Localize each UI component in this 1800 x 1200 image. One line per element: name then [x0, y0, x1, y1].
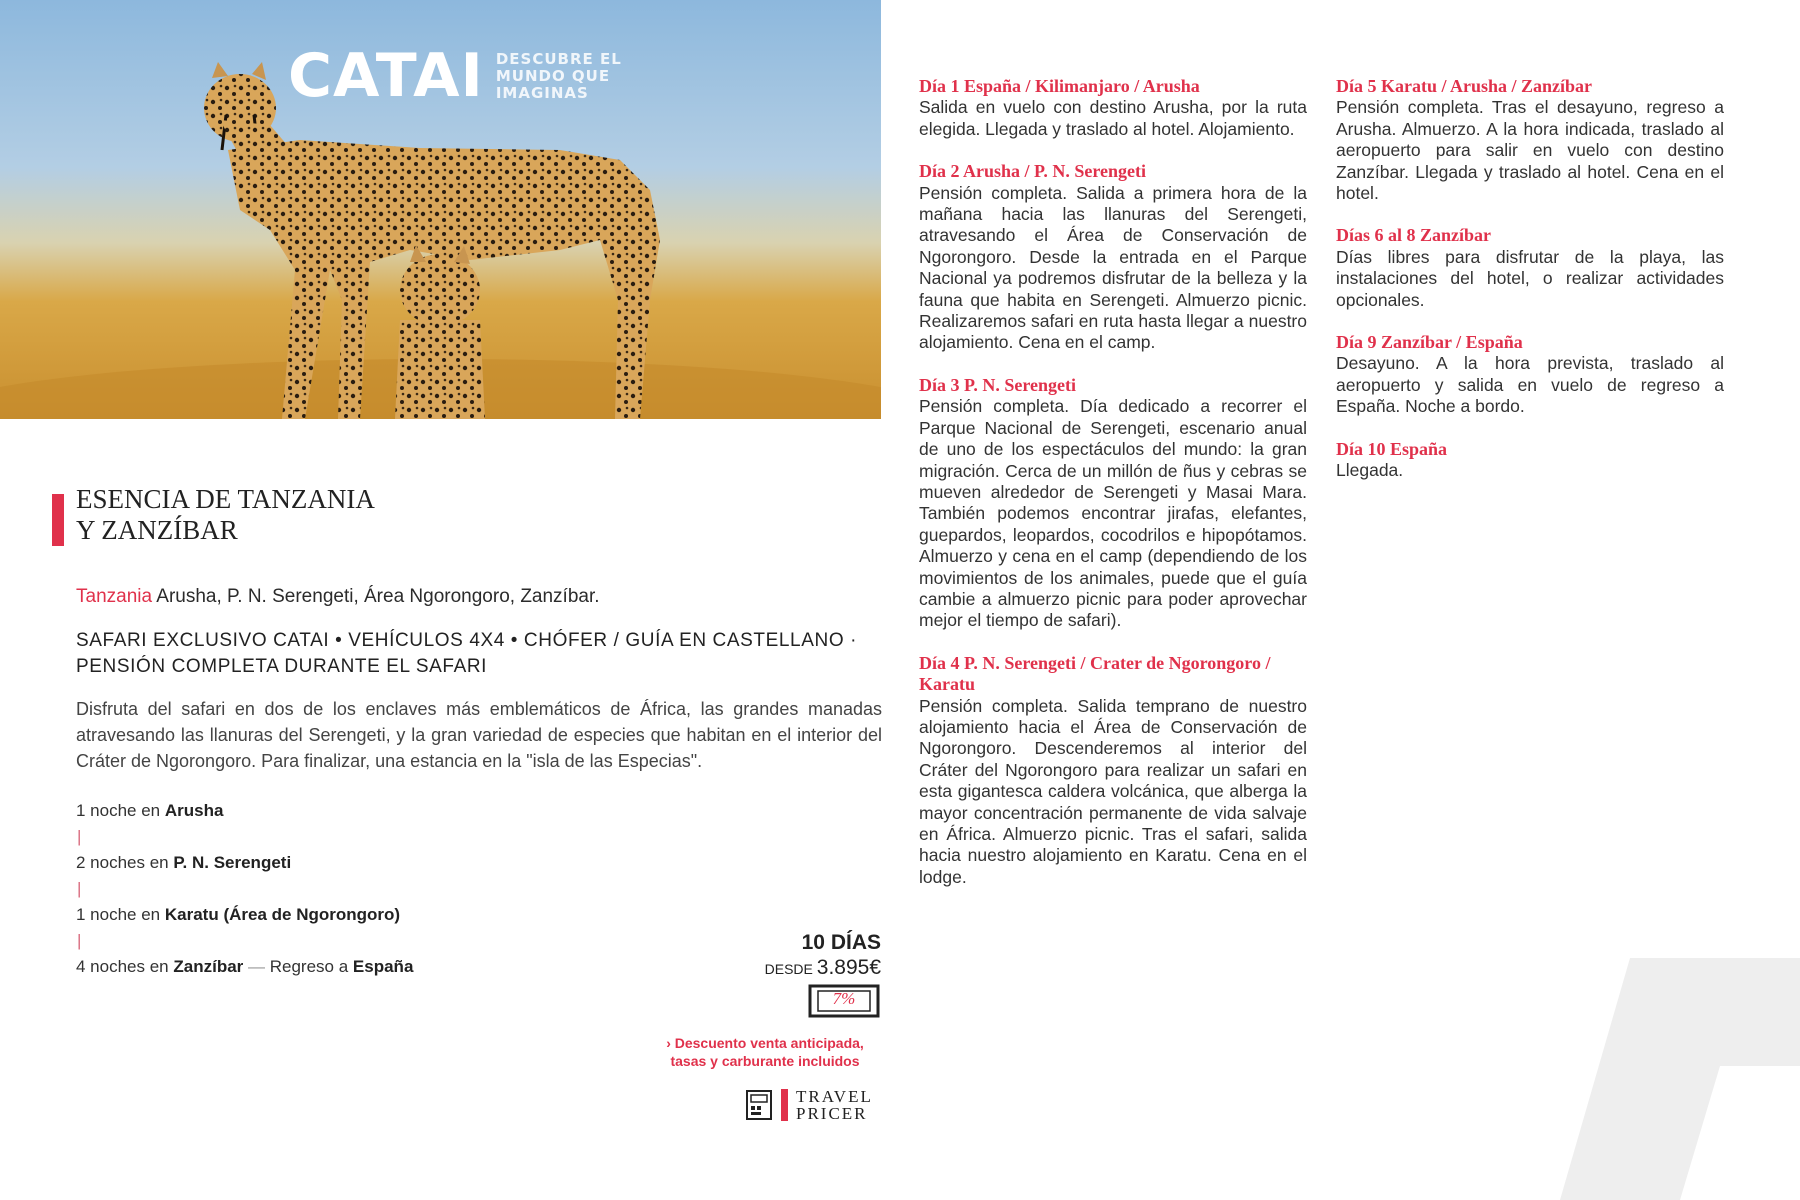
title-accent-bar — [52, 494, 64, 546]
calculator-icon — [745, 1089, 773, 1121]
chevron-right-icon: › — [666, 1035, 671, 1051]
day-text: Llegada. — [1336, 460, 1404, 481]
stays-list — [76, 798, 413, 980]
catai-brand — [288, 41, 622, 111]
discount-note: › Descuento venta anticipada, tasas y carburante incluidos — [666, 1035, 864, 1069]
brand-tagline: DESCUBRE EL MUNDO QUE IMAGINAS — [495, 49, 622, 102]
day-title: Día 1 España / Kilimanjaro / Arusha — [919, 76, 1200, 96]
decorative-corner-shape — [1560, 958, 1800, 1200]
discount-badge: 7% — [808, 984, 880, 1018]
country-label: Tanzania — [76, 586, 153, 607]
stay-item: 1 noche en Arusha — [76, 801, 224, 820]
itinerary-column-2 — [1336, 76, 1724, 503]
day-title: Día 10 España — [1336, 438, 1448, 459]
itinerary-day — [1336, 439, 1724, 482]
destinations — [76, 586, 600, 608]
catai-logo: CATAI — [288, 41, 484, 111]
hero-photo — [0, 0, 881, 419]
price: DESDE 3.895€ — [764, 956, 881, 979]
tour-description: Disfruta del safari en dos de los enclaves más emblemáticos de África, las grandes manadas atravesando las llanuras del Serengeti, y la gran variedad de especies que habitan en el interior del Cráter de Ngorongoro. Para finalizar, una estancia en la "isla de las Especias". — [76, 699, 882, 771]
stay-item: 4 noches en Zanzíbar — Regreso a España — [76, 957, 414, 976]
price-amount: 3.895€ — [816, 956, 881, 979]
itinerary-day — [919, 161, 1307, 354]
day-title: Día 9 Zanzíbar / España — [1336, 332, 1523, 353]
stay-item: 2 noches en P. N. Serengeti — [76, 853, 292, 872]
tour-highlights: SAFARI EXCLUSIVO CATAI • VEHÍCULOS 4X4 • CHÓFER / GUÍA EN CASTELLANO · PENSIÓN COMPLETA DURANTE EL SAFARI — [76, 630, 858, 677]
stay-item: 1 noche en Karatu (Área de Ngorongoro) — [76, 905, 401, 924]
itinerary-column-1 — [919, 76, 1307, 909]
duration: 10 DÍAS — [801, 931, 881, 954]
itinerary-day — [1336, 225, 1724, 311]
places-list: Arusha, P. N. Serengeti, Área Ngorongoro, Zanzíbar. — [156, 586, 600, 607]
price-box — [681, 930, 881, 981]
day-text: Desayuno. A la hora prevista, traslado al aeropuerto y salida en vuelo de regreso a España. Noche a bordo. — [1336, 353, 1724, 417]
day-text: Pensión completa. Salida temprano de nuestro alojamiento hacia el Área de Conservación de Ngorongoro. Descenderemos al interior del Cráter del Ngorongoro para realizar un safari en esta gigantesca caldera volcánica, que alberga la mayor concentración permanente de vida salvaje en África. Almuerzo picnic. Tras el safari, salida hacia nuestro alojamiento en Karatu. Cena en el lodge. — [919, 695, 1307, 887]
pricer-accent-bar — [781, 1089, 788, 1121]
travel-pricer-logo: TRAVEL PRICER — [745, 1088, 873, 1122]
itinerary-day — [919, 76, 1307, 140]
day-title: Día 4 P. N. Serengeti / Crater de Ngorongoro / Karatu — [919, 652, 1271, 695]
tour-title: ESENCIA DE TANZANIA Y ZANZÍBAR — [76, 484, 375, 545]
day-title: Día 2 Arusha / P. N. Serengeti — [919, 161, 1147, 182]
day-text: Pensión completa. Tras el desayuno, regreso a Arusha. Almuerzo. A la hora indicada, traslado al aeropuerto para salir en vuelo con destino Zanzíbar. Llegada y traslado al hotel. Cena en el hotel. — [1336, 97, 1724, 204]
itinerary-day — [1336, 332, 1724, 418]
day-title: Días 6 al 8 Zanzíbar — [1336, 225, 1492, 246]
itinerary-day — [919, 375, 1307, 632]
day-title: Día 3 P. N. Serengeti — [919, 374, 1076, 395]
itinerary-day — [1336, 76, 1724, 204]
stay-separator: | — [77, 879, 82, 898]
stay-separator: | — [77, 931, 82, 950]
stay-separator: | — [77, 827, 82, 846]
day-text: Pensión completa. Salida a primera hora de la mañana hacia las llanuras del Serengeti, atravesando el Área de Conservación de Ngorongoro. Desde la entrada en el Parque Nacional ya podremos disfrutar de la belleza y la fauna que habita en Serengeti. Almuerzo picnic. Realizaremos safari en ruta hasta llegar a nuestro alojamiento. Cena en el camp. — [919, 182, 1307, 353]
itinerary-day — [919, 653, 1307, 888]
day-title: Día 5 Karatu / Arusha / Zanzíbar — [1336, 76, 1593, 96]
day-text: Salida en vuelo con destino Arusha, por la ruta elegida. Llegada y traslado al hotel. Alojamiento. — [919, 97, 1307, 139]
day-text: Pensión completa. Día dedicado a recorrer el Parque Nacional de Serengeti, escenario anual de uno de los espectáculos del mundo: la gran migración. Cerca de un millón de ñus y cebras se mueven alrededor de Serengeti y Masai Mara. También podemos encontrar jirafas, elefantes, guepardos, leopardos, cocodrilos e hipopótamos. Almuerzo y cena en el camp (dependiendo de los movimientos de los animales, puede que el guía cambie a almuerzo picnic para poder aprovechar mejor el tiempo de safari). — [919, 396, 1307, 631]
day-text: Días libres para disfrutar de la playa, las instalaciones del hotel, o realizar actividades opcionales. — [1336, 246, 1724, 310]
